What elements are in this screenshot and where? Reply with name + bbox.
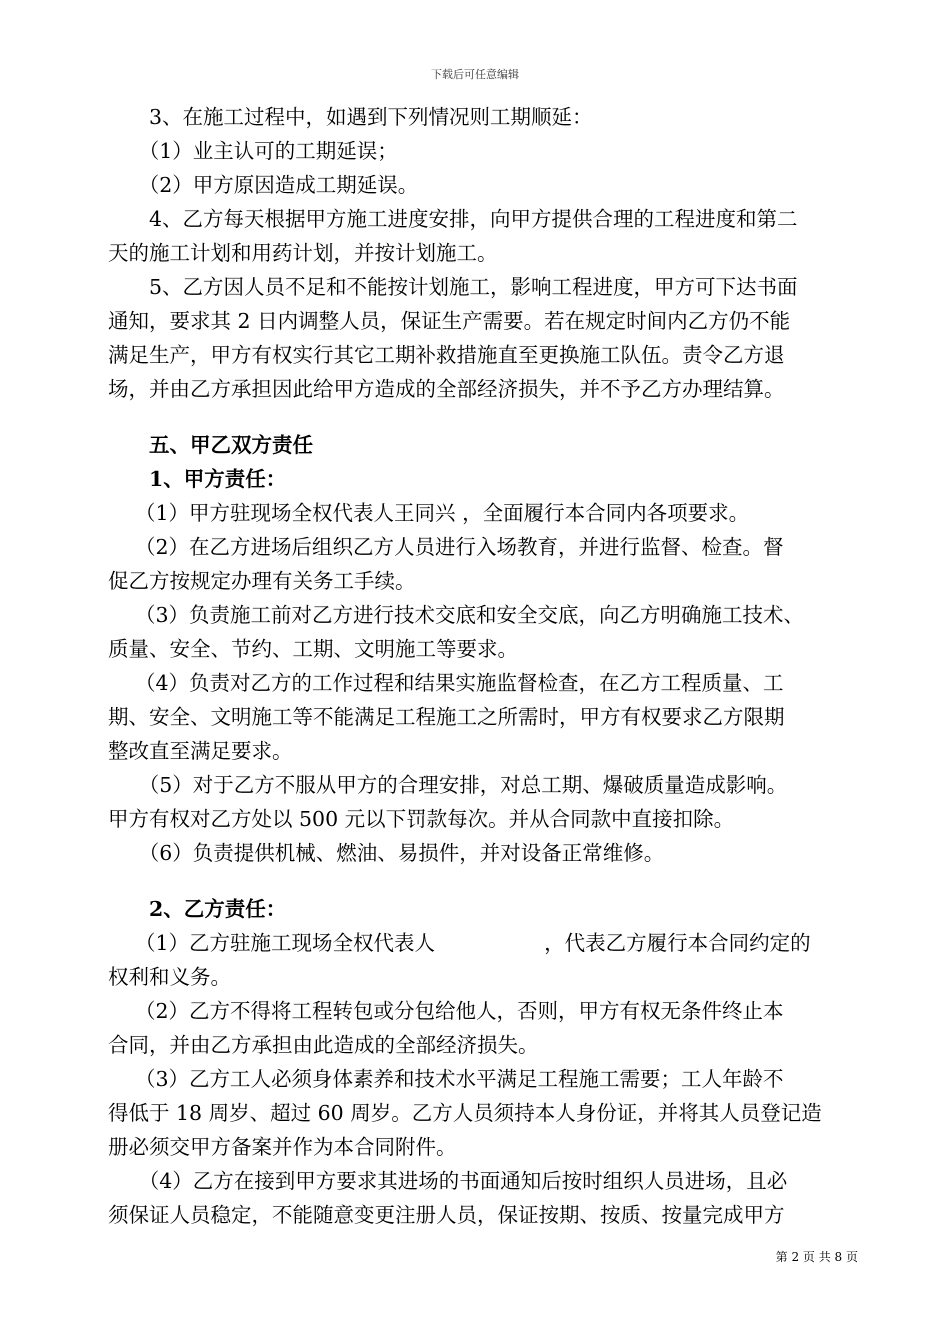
spacer bbox=[108, 870, 864, 892]
paragraph-line: 场，并由乙方承担因此给甲方造成的全部经济损失，并不予乙方办理结算。 bbox=[108, 377, 785, 401]
paragraph-line: 期、安全、文明施工等不能满足工程施工之所需时，甲方有权要求乙方限期 bbox=[108, 705, 785, 729]
paragraph-line: （1）甲方驻现场全权代表人王同兴 ，全面履行本合同内各项要求。 bbox=[108, 501, 750, 525]
paragraph-line: （4）乙方在接到甲方要求其进场的书面通知后按时组织人员进场，且必 bbox=[108, 1169, 788, 1193]
page-header bbox=[0, 66, 950, 82]
section-5-title: 五、甲乙双方责任 bbox=[108, 433, 313, 457]
paragraph-line: 得低于 18 周岁、超过 60 周岁。乙方人员须持本人身份证，并将其人员登记造 bbox=[108, 1101, 822, 1125]
paragraph-line: 3、在施工过程中，如遇到下列情况则工期顺延： bbox=[108, 105, 593, 129]
document-body bbox=[108, 100, 864, 1232]
paragraph-line: （3）乙方工人必须身体素养和技术水平满足工程施工需要；工人年龄不 bbox=[108, 1067, 784, 1091]
paragraph-line: （5）对于乙方不服从甲方的合理安排，对总工期、爆破质量造成影响。 bbox=[108, 773, 788, 797]
paragraph-line: （4）负责对乙方的工作过程和结果实施监督检查，在乙方工程质量、工 bbox=[108, 671, 784, 695]
paragraph-line: 甲方有权对乙方处以 500 元以下罚款每次。并从合同款中直接扣除。 bbox=[108, 807, 735, 831]
page-number: 第 2 页 共 8 页 bbox=[775, 1250, 858, 1264]
paragraph-line: （2）在乙方进场后组织乙方人员进行入场教育，并进行监督、检查。督 bbox=[108, 535, 784, 559]
paragraph-line: 通知，要求其 2 日内调整人员，保证生产需要。若在规定时间内乙方仍不能 bbox=[108, 309, 791, 333]
paragraph-line: 合同，并由乙方承担由此造成的全部经济损失。 bbox=[108, 1033, 539, 1057]
party-a-title: 1、甲方责任： bbox=[108, 467, 287, 491]
paragraph-line: 4、乙方每天根据甲方施工进度安排，向甲方提供合理的工程进度和第二 bbox=[108, 207, 798, 231]
paragraph-line: 权利和义务。 bbox=[108, 965, 231, 989]
paragraph-line: 满足生产，甲方有权实行其它工期补救措施直至更换施工队伍。责令乙方退 bbox=[108, 343, 785, 367]
paragraph-line: （1）乙方驻施工现场全权代表人 ，代表乙方履行本合同约定的 bbox=[108, 931, 811, 955]
paragraph-line: 须保证人员稳定，不能随意变更注册人员，保证按期、按质、按量完成甲方 bbox=[108, 1203, 785, 1227]
paragraph-line: 整改直至满足要求。 bbox=[108, 739, 293, 763]
paragraph-line: 5、乙方因人员不足和不能按计划施工，影响工程进度，甲方可下达书面 bbox=[108, 275, 798, 299]
party-b-title: 2、乙方责任： bbox=[108, 897, 287, 921]
paragraph-line: （3）负责施工前对乙方进行技术交底和安全交底，向乙方明确施工技术、 bbox=[108, 603, 805, 627]
paragraph-line: 册必须交甲方备案并作为本合同附件。 bbox=[108, 1135, 457, 1159]
party-b-responsibilities bbox=[108, 926, 864, 1232]
paragraph-line: 促乙方按规定办理有关务工手续。 bbox=[108, 569, 416, 593]
paragraph-line: （2）乙方不得将工程转包或分包给他人，否则，甲方有权无条件终止本 bbox=[108, 999, 784, 1023]
paragraph-line: （2）甲方原因造成工期延误。 bbox=[108, 173, 419, 197]
header-text: 下载后可任意编辑 bbox=[431, 68, 519, 81]
paragraph-line: 天的施工计划和用药计划，并按计划施工。 bbox=[108, 241, 498, 265]
paragraph-line: （1）业主认可的工期延误； bbox=[108, 139, 398, 163]
page-footer bbox=[776, 1248, 858, 1265]
paragraph-line: （6）负责提供机械、燃油、易损件，并对设备正常维修。 bbox=[108, 841, 665, 865]
party-a-responsibilities bbox=[108, 496, 864, 870]
spacer bbox=[108, 406, 864, 428]
paragraph-line: 质量、安全、节约、工期、文明施工等要求。 bbox=[108, 637, 518, 661]
section-4-text bbox=[108, 100, 864, 406]
